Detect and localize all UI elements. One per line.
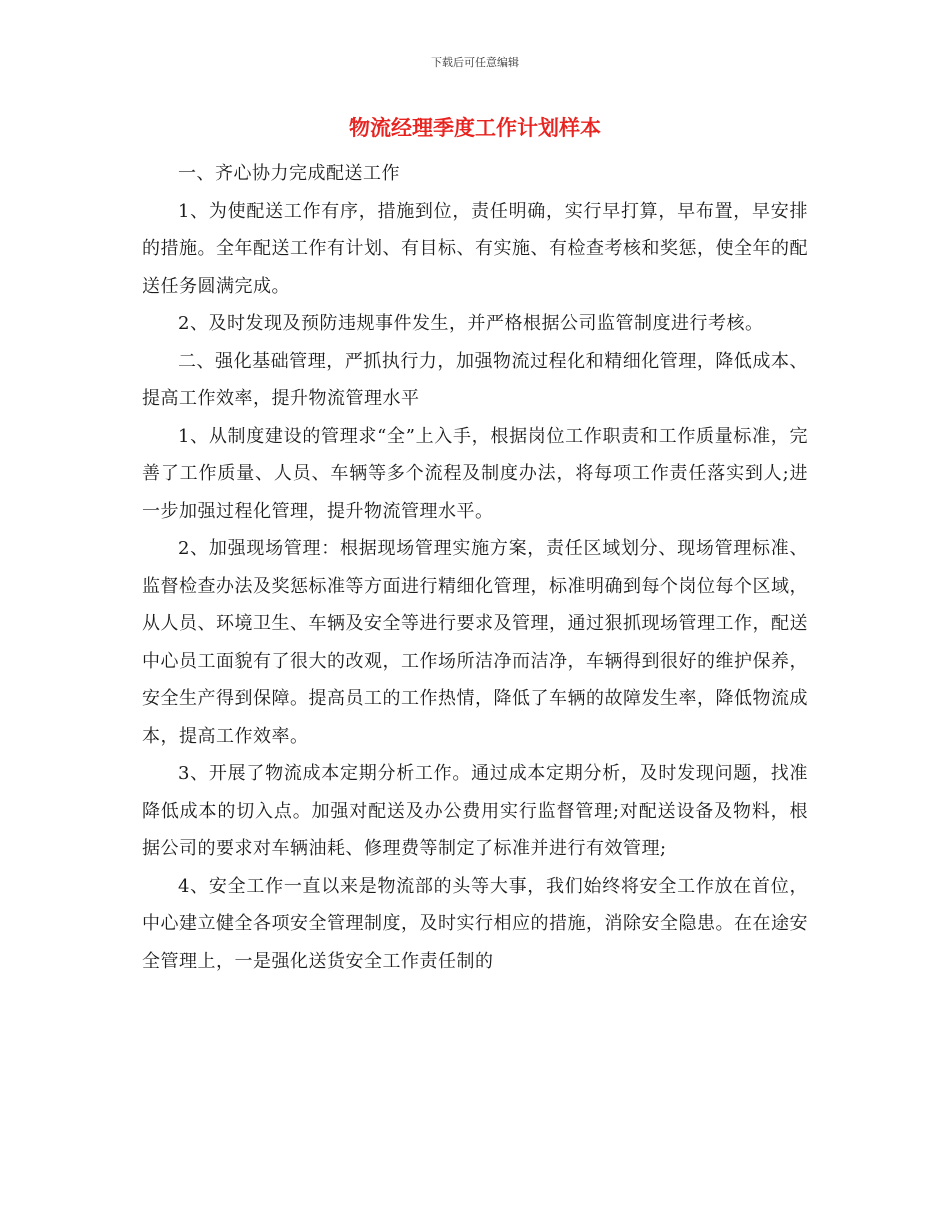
paragraph-1-2: 2、及时发现及预防违规事件发生，并严格根据公司监管制度进行考核。: [178, 313, 764, 334]
paragraph-2-1: 1、从制度建设的管理求“全”上入手，根据岗位工作职责和工作质量标准，完善了工作质量、人员、车辆等多个流程及制度办法，将每项工作责任落实到人;进一步加强过程化管理，提升物流管理水平。: [142, 425, 808, 522]
paragraph-2-3: 3、开展了物流成本定期分析工作。通过成本定期分析，及时发现问题，找准降低成本的切入点。加强对配送及办公费用实行监督管理;对配送设备及物料，根据公司的要求对车辆油耗、修理费等制定了标准并进行有效管理;: [142, 763, 808, 859]
paragraph-2-2: 2、加强现场管理：根据现场管理实施方案，责任区域划分、现场管理标准、监督检查办法及奖惩标准等方面进行精细化管理，标准明确到每个岗位每个区域，从人员、环境卫生、车辆及安全等进行要求及管理，通过狠抓现场管理工作，配送中心员工面貌有了很大的改观，工作场所洁净而洁净，车辆得到很好的维护保养，安全生产得到保障。提高员工的工作热情，降低了车辆的故障发生率，降低物流成本，提高工作效率。: [142, 538, 808, 747]
page-header-note: 下载后可任意编辑: [431, 56, 519, 69]
document-body: [142, 155, 808, 980]
document-title: 物流经理季度工作计划样本: [349, 115, 601, 140]
paragraph-2-4: 4、安全工作一直以来是物流部的头等大事，我们始终将安全工作放在首位，中心建立健全各项安全管理制度，及时实行相应的措施，消除安全隐患。在在途安全管理上，一是强化送货安全工作责任制的: [142, 875, 808, 972]
section-heading-2: 二、强化基础管理，严抓执行力，加强物流过程化和精细化管理，降低成本、提高工作效率，提升物流管理水平: [142, 350, 808, 409]
paragraph-1-1: 1、为使配送工作有序，措施到位，责任明确，实行早打算，早布置，早安排的措施。全年配送工作有计划、有目标、有实施、有检查考核和奖惩，使全年的配送任务圆满完成。: [142, 200, 808, 297]
section-heading-1: 一、齐心协力完成配送工作: [178, 163, 400, 184]
